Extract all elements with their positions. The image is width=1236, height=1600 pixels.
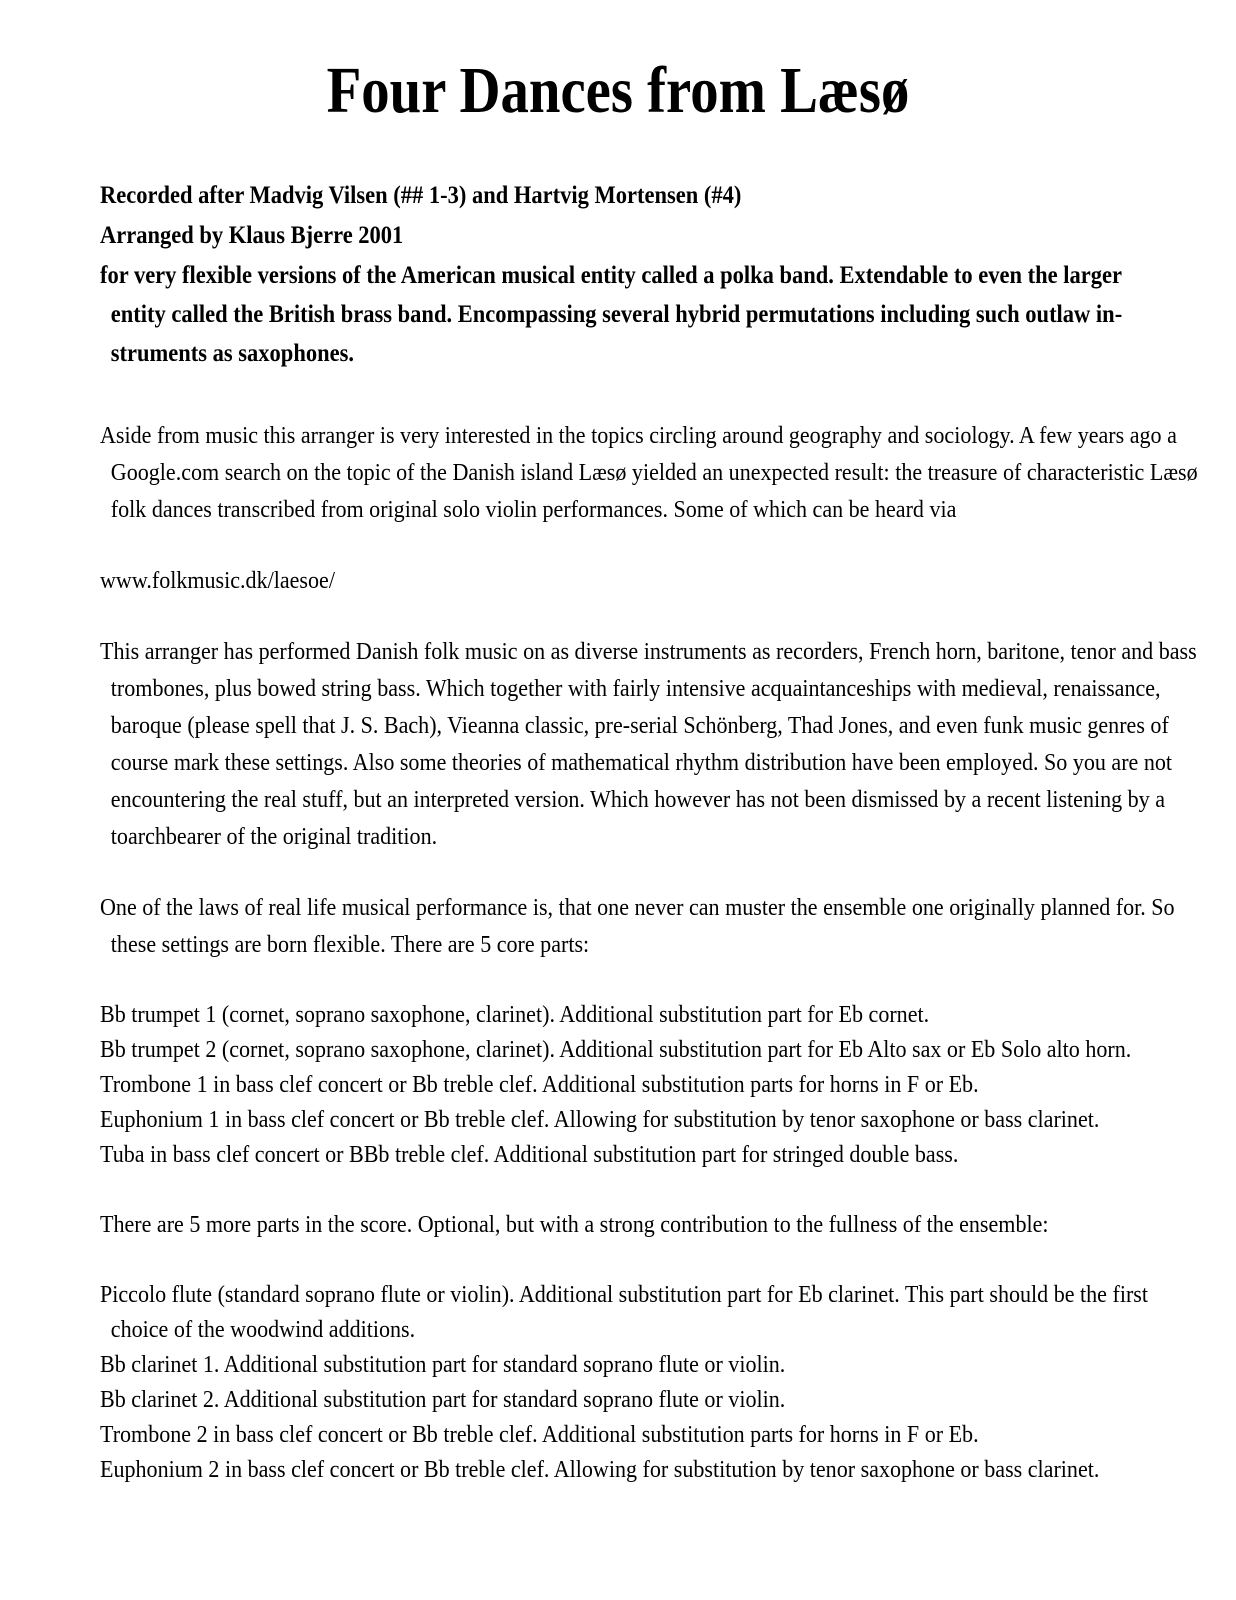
- arranger-line: Arranged by Klaus Bjerre 2001: [100, 222, 404, 249]
- text-line: baroque (please spell that J. S. Bach), Vieanna classic, pre-serial Schönberg, Thad Jones, and even funk music genres of: [110, 712, 1169, 739]
- paragraph-gap: [0, 1243, 1236, 1277]
- paragraph-text: [100, 633, 1236, 855]
- text-line: toarchbearer of the original tradition.: [110, 823, 438, 850]
- text-line: trombones, plus bowed string bass. Which together with fairly intensive acquaintanceships with medieval, renaissance,: [110, 675, 1161, 702]
- list-item: Bb clarinet 2. Additional substitution part for standard soprano flute or violin.: [100, 1386, 786, 1413]
- background-paragraph: [43, 633, 1197, 855]
- paragraph-gap: [0, 599, 1236, 633]
- list-item: Bb trumpet 2 (cornet, soprano saxophone, clarinet). Additional substitution part for Eb Alto sax or Eb Solo alto horn.: [100, 1036, 1132, 1063]
- intro-paragraph: [43, 417, 1198, 528]
- text-line: Aside from music this arranger is very interested in the topics circling around geography and sociology. A few years ago a: [100, 422, 1177, 449]
- core-parts-intro-paragraph: [43, 889, 1193, 963]
- title-spacer: [0, 124, 1236, 176]
- text-line: folk dances transcribed from original solo violin performances. Some of which can be heard via: [110, 496, 957, 523]
- paragraph-text: [100, 889, 1236, 963]
- list-item: Piccolo flute (standard soprano flute or violin). Additional substitution part for Eb clarinet. This part should be the first: [100, 1281, 1148, 1308]
- list-item: Bb trumpet 1 (cornet, soprano saxophone, clarinet). Additional substitution part for Eb cornet.: [100, 1001, 930, 1028]
- text-line: Google.com search on the topic of the Danish island Læsø yielded an unexpected result: the treasure of characteristic Læsø: [110, 459, 1198, 486]
- text-line: course mark these settings. Also some theories of mathematical rhythm distribution have been employed. So you are not: [110, 749, 1173, 776]
- list-item: Trombone 1 in bass clef concert or Bb treble clef. Additional substitution parts for horns in F or Eb.: [100, 1071, 979, 1098]
- website-url[interactable]: www.folkmusic.dk/laesoe/: [100, 567, 335, 594]
- subtitle-line: entity called the British brass band. Encompassing several hybrid permutations including such outlaw in-: [110, 301, 1123, 328]
- list-item: Euphonium 2 in bass clef concert or Bb treble clef. Allowing for substitution by tenor saxophone or bass clarinet.: [100, 1456, 1100, 1483]
- subtitle-line: struments as saxophones.: [110, 340, 354, 367]
- paragraph-gap: [0, 855, 1236, 889]
- text-line: There are 5 more parts in the score. Optional, but with a strong contribution to the fullness of the ensemble:: [100, 1211, 1049, 1238]
- subtitle-paragraph: [100, 256, 1236, 373]
- url-paragraph: [43, 562, 1193, 599]
- paragraph-gap: [0, 528, 1236, 562]
- list-item: Bb clarinet 1. Additional substitution part for standard soprano flute or violin.: [100, 1351, 786, 1378]
- subtitle-line: for very flexible versions of the American musical entity called a polka band. Extendable to even the larger: [100, 262, 1122, 289]
- core-parts-list: [43, 997, 1193, 1172]
- paragraph-text: [100, 417, 1236, 528]
- page-title: Four Dances from Læsø: [326, 54, 910, 127]
- optional-parts-intro-paragraph: [43, 1206, 1193, 1243]
- section-gap: [0, 373, 1236, 417]
- paragraph-gap: [0, 963, 1236, 997]
- list-item: Euphonium 1 in bass clef concert or Bb treble clef. Allowing for substitution by tenor saxophone or bass clarinet.: [100, 1106, 1100, 1133]
- text-line: these settings are born flexible. There are 5 core parts:: [110, 931, 590, 958]
- paragraph-text: [100, 562, 1236, 599]
- optional-parts-list: [43, 1277, 1193, 1487]
- text-line: One of the laws of real life musical performance is, that one never can muster the ensemble one originally planned for. So: [100, 894, 1175, 921]
- list-item: Tuba in bass clef concert or BBb treble clef. Additional substitution part for stringed double bass.: [100, 1141, 959, 1168]
- list-item-continuation: choice of the woodwind additions.: [110, 1316, 416, 1343]
- text-line: This arranger has performed Danish folk music on as diverse instruments as recorders, French horn, baritone, tenor and bass: [100, 638, 1197, 665]
- credit-line: Recorded after Madvig Vilsen (## 1-3) and Hartvig Mortensen (#4): [100, 182, 742, 209]
- header-block: [43, 176, 1193, 373]
- text-line: encountering the real stuff, but an interpreted version. Which however has not been dismissed by a recent listening by a: [110, 786, 1166, 813]
- list-item: Trombone 2 in bass clef concert or Bb treble clef. Additional substitution parts for horns in F or Eb.: [100, 1421, 979, 1448]
- paragraph-gap: [0, 1172, 1236, 1206]
- paragraph-text: [100, 1206, 1236, 1243]
